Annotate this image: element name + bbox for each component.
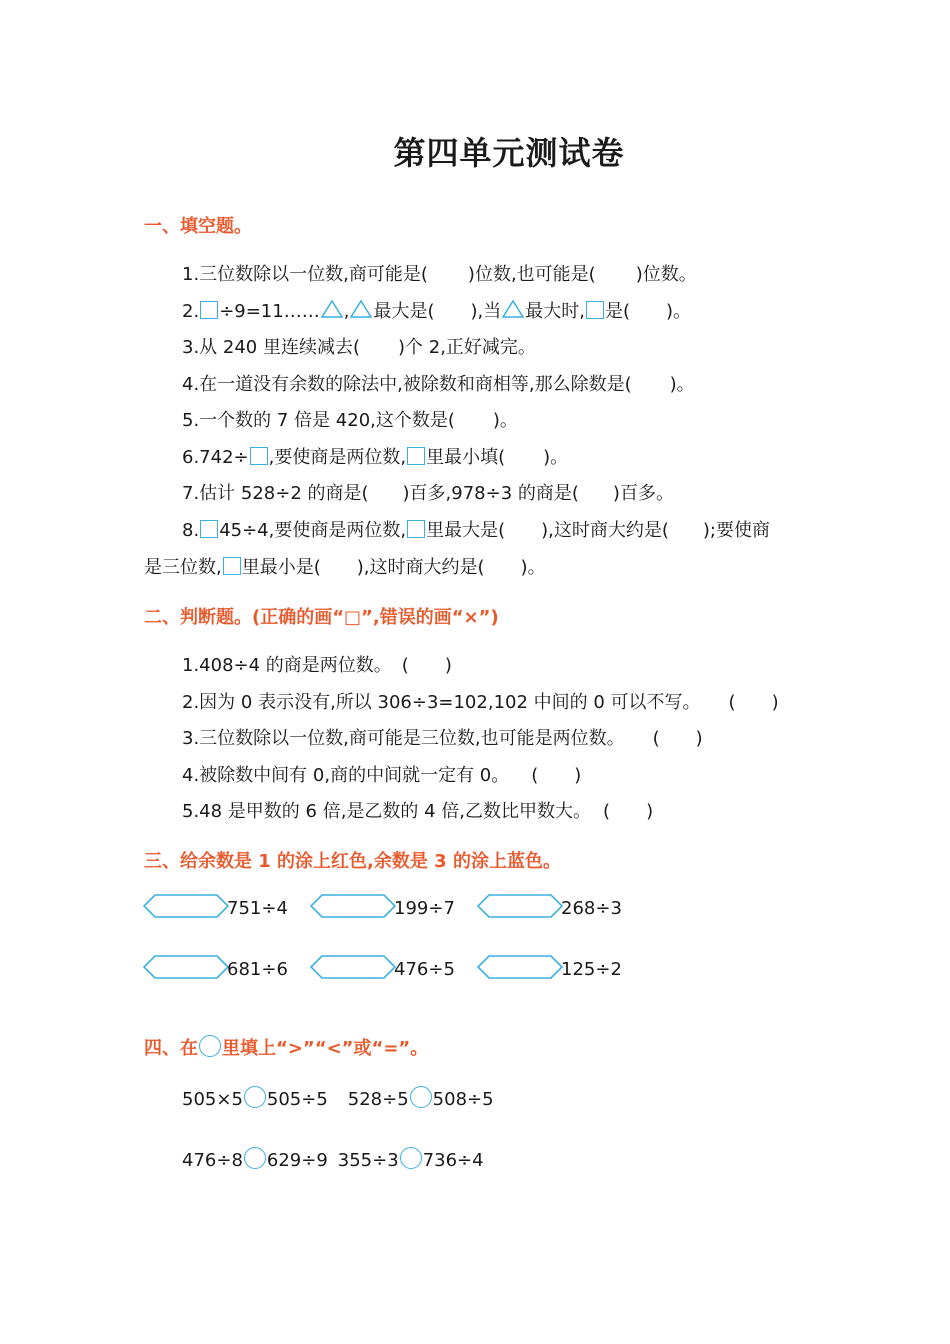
- q5-text-b: )。: [492, 410, 518, 431]
- q7-text-c: )百多。: [612, 483, 674, 504]
- q8-text-c: 里最大是(: [426, 520, 506, 541]
- compare-left: 476÷8: [182, 1150, 243, 1171]
- judge-item: [182, 797, 653, 823]
- q2-text-a: 2.: [182, 301, 200, 322]
- question-6: [182, 443, 568, 469]
- q6-text-d: )。: [543, 447, 569, 468]
- judge-text: 1.408÷4 的商是两位数。: [182, 655, 392, 676]
- q8-text-g: 里最小是(: [241, 557, 321, 578]
- q6-text-a: 6.742÷: [182, 447, 249, 468]
- compare-circle[interactable]: [400, 1147, 422, 1169]
- question-2: [182, 297, 691, 323]
- compare-circle[interactable]: [410, 1086, 432, 1108]
- q1-text-b: )位数,也可能是(: [467, 264, 596, 285]
- q2-text-g: 是(: [604, 301, 630, 322]
- question-1: [182, 260, 697, 286]
- question-8-cont: [144, 553, 546, 579]
- q5-text-a: 5.一个数的 7 倍是 420,这个数是(: [182, 410, 455, 431]
- judge-item: [182, 724, 703, 750]
- division-expression: 681÷6: [227, 959, 288, 980]
- page-title: 第四单元测试卷: [393, 134, 625, 172]
- hexagon-shape[interactable]: [143, 894, 229, 918]
- triangle-icon: [321, 300, 343, 318]
- circle-icon: [199, 1035, 221, 1057]
- q8-text-f: 是三位数,: [144, 557, 222, 578]
- q2-text-f: 最大时,: [525, 301, 585, 322]
- section-heading-fill: 一、填空题。: [144, 216, 252, 237]
- square-icon: [586, 301, 604, 319]
- q4-text-b: )。: [669, 374, 695, 395]
- compare-right: 629÷9: [266, 1150, 328, 1171]
- square-icon: [407, 447, 425, 465]
- compare-left: 505×5: [182, 1089, 243, 1110]
- q1-text-c: )位数。: [635, 264, 697, 285]
- judge-answer-paren[interactable]: ( ): [728, 692, 779, 713]
- question-8: [182, 516, 770, 542]
- q3-text-b: )个 2,正好减完。: [398, 337, 536, 358]
- q2-text-h: )。: [666, 301, 692, 322]
- judge-item: [182, 688, 779, 714]
- square-icon: [200, 301, 218, 319]
- question-5: [182, 406, 518, 432]
- triangle-icon: [350, 300, 372, 318]
- division-expression: 125÷2: [561, 959, 622, 980]
- compare-left: 355÷3: [337, 1150, 399, 1171]
- q2-text-d: 最大是(: [373, 301, 435, 322]
- square-icon: [250, 447, 268, 465]
- judge-text: 2.因为 0 表示没有,所以 306÷3=102,102 中间的 0 可以不写。: [182, 692, 701, 713]
- q8-text-d: ),这时商大约是(: [541, 520, 669, 541]
- section4-text-a: 四、在: [144, 1038, 198, 1059]
- q3-text-a: 3.从 240 里连续减去(: [182, 337, 360, 358]
- division-expression: 476÷5: [394, 959, 455, 980]
- compare-right: 736÷4: [422, 1150, 484, 1171]
- square-icon: [223, 557, 241, 575]
- square-icon: [200, 520, 218, 538]
- compare-circle[interactable]: [244, 1147, 266, 1169]
- q7-text-b: )百多,978÷3 的商是(: [402, 483, 579, 504]
- judge-text: 3.三位数除以一位数,商可能是三位数,也可能是两位数。: [182, 728, 625, 749]
- q1-text-a: 1.三位数除以一位数,商可能是(: [182, 264, 428, 285]
- q2-text-b: ÷9=11……: [219, 301, 320, 322]
- q8-text-a: 8.: [182, 520, 200, 541]
- judge-answer-paren[interactable]: ( ): [652, 728, 703, 749]
- judge-text: 5.48 是甲数的 6 倍,是乙数的 4 倍,乙数比甲数大。: [182, 801, 592, 822]
- judge-item: [182, 761, 581, 787]
- hexagon-shape[interactable]: [310, 955, 396, 979]
- section-heading-color: 三、给余数是 1 的涂上红色,余数是 3 的涂上蓝色。: [144, 851, 561, 872]
- judge-item: [182, 651, 452, 677]
- question-4: [182, 370, 695, 396]
- division-expression: 199÷7: [394, 898, 455, 919]
- compare-row: [182, 1147, 484, 1171]
- question-3: [182, 333, 536, 359]
- hexagon-shape[interactable]: [477, 955, 563, 979]
- division-expression: 268÷3: [561, 898, 622, 919]
- judge-answer-paren[interactable]: ( ): [531, 765, 582, 786]
- judge-answer-paren[interactable]: ( ): [401, 655, 452, 676]
- division-expression: 751÷4: [227, 898, 288, 919]
- square-icon: [407, 520, 425, 538]
- q4-text-a: 4.在一道没有余数的除法中,被除数和商相等,那么除数是(: [182, 374, 632, 395]
- section-heading-judge: 二、判断题。(正确的画“□”,错误的画“×”): [144, 607, 499, 628]
- judge-answer-paren[interactable]: ( ): [603, 801, 654, 822]
- q8-text-h: ),这时商大约是(: [356, 557, 485, 578]
- q7-text-a: 7.估计 528÷2 的商是(: [182, 483, 369, 504]
- section4-text-b: 里填上“>”“<”或“=”。: [222, 1038, 429, 1059]
- judge-text: 4.被除数中间有 0,商的中间就一定有 0。: [182, 765, 510, 786]
- q2-text-e: ),当: [470, 301, 502, 322]
- q8-text-b: 45÷4,要使商是两位数,: [219, 520, 407, 541]
- compare-left: 528÷5: [347, 1089, 409, 1110]
- compare-row: [182, 1086, 494, 1110]
- hexagon-shape[interactable]: [477, 894, 563, 918]
- q8-text-e: );要使商: [702, 520, 770, 541]
- section-heading-compare: [144, 1034, 428, 1060]
- hexagon-shape[interactable]: [310, 894, 396, 918]
- q6-text-b: ,要使商是两位数,: [268, 447, 407, 468]
- q2-text-c: ,: [343, 301, 350, 322]
- compare-circle[interactable]: [244, 1086, 266, 1108]
- q8-text-i: )。: [520, 557, 546, 578]
- compare-right: 505÷5: [266, 1089, 328, 1110]
- compare-right: 508÷5: [432, 1089, 494, 1110]
- question-7: [182, 479, 674, 505]
- triangle-icon: [502, 300, 524, 318]
- hexagon-shape[interactable]: [143, 955, 229, 979]
- q6-text-c: 里最小填(: [426, 447, 506, 468]
